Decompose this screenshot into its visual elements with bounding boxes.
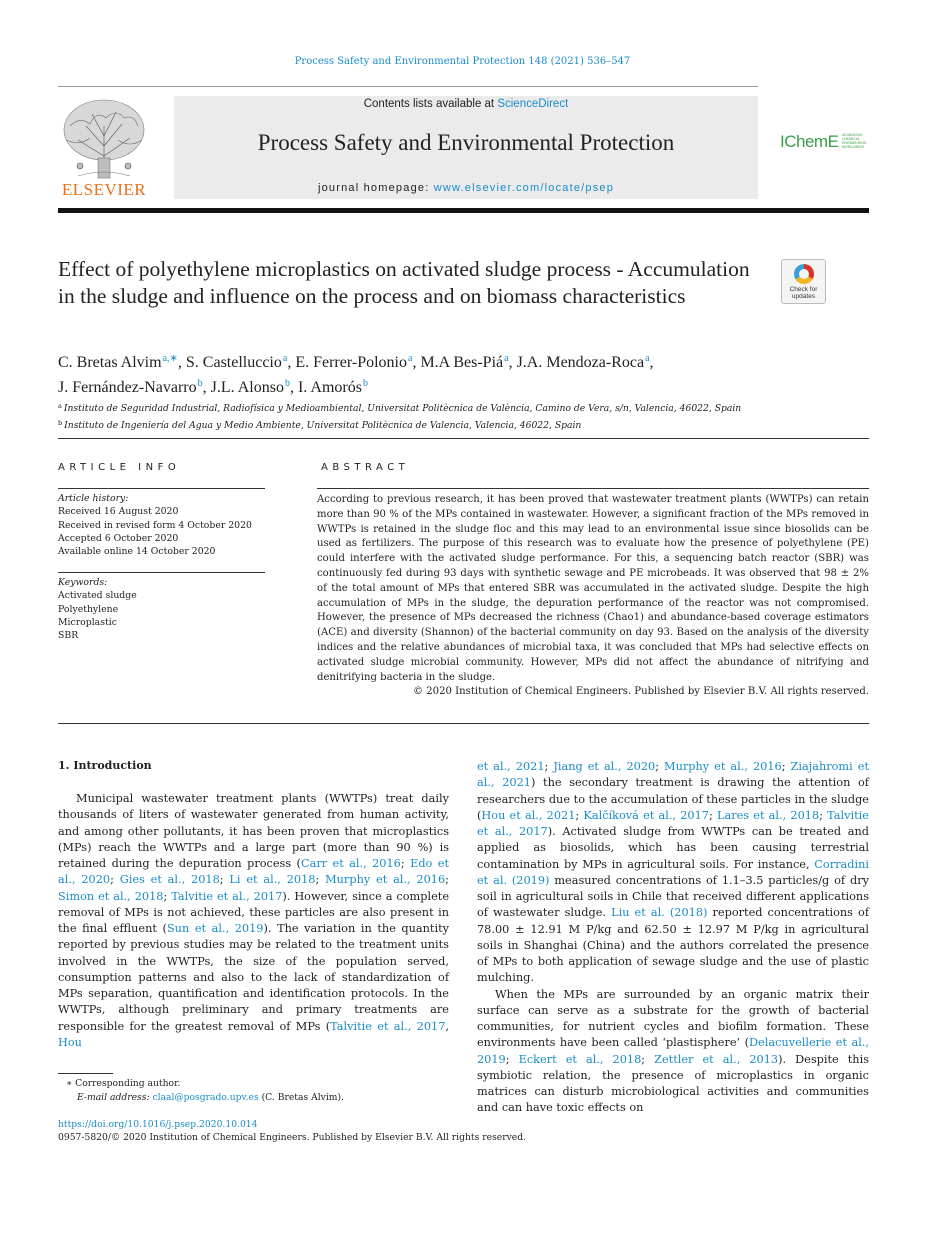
homepage-prefix: journal homepage:: [317, 182, 434, 194]
citation-link[interactable]: Hou: [58, 1035, 82, 1049]
intro-paragraph: Municipal wastewater treatment plants (WWTPs) treat daily thousands of liters of wastewater generated from human activity, and among other pollutants, it has been proven that microplastics (MPs) reach the WWTPs and a large part (more than 90 %) is retained during the depuration process (Carr et al., 2016; Edo et al., 2020; Gies et al., 2018; Li et al., 2018; Murphy et al., 2016; Simon et al., 2018; Talvitie et al., 2017). However, since a complete removal of MPs is not achieved, these particles are also present in the final effluent (Sun et al., 2019). The variation in the quantity reported by previous studies may be related to the treatment units involved in the WWTPs, the size of the population served, consumption patterns and also to the lack of standardization of MPs separation, quantification and identification protocols. In the WWTPs, although preliminary and primary treatments are responsible for the greatest removal of MPs (Talvitie et al., 2017, Hou: [58, 792, 449, 1049]
intro-paragraph-continued: et al., 2021; Jiang et al., 2020; Murphy et al., 2016; Ziajahromi et al., 2021) the secondary treatment is drawing the attention of researchers due to the accumulation of these particles in the sludge (Hou et al., 2021; Kalčíková et al., 2017; Lares et al., 2018; Talvitie et al., 2017). Activated sludge from WWTPs can be treated and applied as biosolids, which has been causing terrestrial contamination by MPs in agricultural soils. For instance, Corradini et al. (2019) measured concentrations of 1.1–3.5 particles/g of dry soil in agricultural soils in Chile that received different applications of wastewater sludge. Liu et al. (2018) reported concentrations of 78.00 ± 12.91 M P/kg and 62.50 ± 12.97 M P/kg in agricultural soils in Shanghai (China) and the authors correlated the presence of MPs to both application of sewage sludge and the use of plastic mulching.: [477, 760, 870, 985]
citation-link[interactable]: Sun et al., 2019: [166, 922, 264, 935]
keyword: SBR: [58, 630, 79, 642]
keywords-rule: [58, 572, 265, 573]
affiliation-marker[interactable]: a,∗: [162, 353, 178, 364]
author: J.L. Alonso$^b$,: [210, 378, 298, 396]
citation-link[interactable]: Li et al., 2018: [229, 873, 316, 887]
journal-banner: [174, 96, 758, 199]
keyword: Polyethylene: [58, 603, 119, 615]
author: M.A Bes-Piá$^a$,: [420, 353, 517, 371]
author: J. Fernández-Navarro$^b$,: [58, 378, 211, 396]
author-email-link[interactable]: claal@posgrado.upv.es: [152, 1091, 259, 1103]
sciencedirect-link[interactable]: ScienceDirect: [497, 98, 569, 110]
crossmark-label-line1: Check for: [789, 286, 818, 293]
keywords: [58, 576, 265, 642]
citation-link[interactable]: et al., 2021: [477, 760, 545, 773]
intro-paragraph: When the MPs are surrounded by an organic matrix their surface can serve as a substrate for the growth of bacterial communities, for nutrient cycles and biofilm formation. These environments have been called ‘plastisphere’ (Delacuvellerie et al., 2019; Eckert et al., 2018; Zettler et al., 2013). Despite this symbiotic relation, the presence of microplastics in organic matrices can disturb microbiological activities and communities and can have toxic effects on: [477, 987, 870, 1115]
author: S. Castelluccio$^a$,: [185, 353, 296, 371]
keyword: Microplastic: [58, 616, 117, 628]
affiliation-marker[interactable]: b: [284, 378, 290, 389]
history-online: Available online 14 October 2020: [58, 546, 216, 558]
citation-link[interactable]: Eckert et al., 2018: [518, 1052, 642, 1066]
author: E. Ferrer-Polonio$^a$,: [295, 353, 421, 371]
affiliations: [58, 399, 869, 433]
history-revised: Received in revised form 4 October 2020: [58, 519, 252, 531]
keyword: Activated sludge: [58, 590, 137, 602]
citation-link[interactable]: Hou et al., 2021: [481, 808, 576, 822]
icheme-wordmark: IChemE: [780, 132, 839, 151]
crossmark-label-line2: updates: [791, 293, 816, 300]
author: C. Bretas Alvim$^{a,∗}$,: [58, 353, 186, 371]
keywords-label: Keywords:: [58, 577, 108, 588]
elsevier-wordmark: ELSEVIER: [61, 180, 147, 199]
issn-copyright-line: 0957-5820/© 2020 Institution of Chemical Engineers. Published by Elsevier B.V. All rights reserved.: [58, 1132, 527, 1143]
journal-homepage-link[interactable]: www.elsevier.com/locate/psep: [433, 182, 615, 194]
citation-link[interactable]: Talvitie et al., 2017: [330, 1019, 446, 1033]
intro-right-column: [477, 759, 869, 1117]
citation-link[interactable]: Talvitie et al., 2017: [477, 808, 869, 838]
citation-link[interactable]: Jiang et al., 2020: [553, 760, 656, 773]
crossmark-icon: [794, 264, 814, 284]
introduction-heading: 1. Introduction: [58, 759, 152, 772]
affiliation-marker[interactable]: a: [282, 353, 288, 364]
citation-link[interactable]: Ziajahromi et al., 2021: [477, 760, 869, 790]
affiliation-marker[interactable]: a: [407, 353, 413, 364]
contents-prefix: Contents lists available at: [363, 98, 498, 110]
citation-link[interactable]: Murphy et al., 2016: [325, 873, 446, 887]
divider-after-abstract: [58, 723, 869, 724]
divider-after-affiliations: [58, 438, 869, 439]
icheme-logo: [780, 132, 870, 154]
affiliation-a: $^a$ Instituto de Seguridad Industrial, Radiofísica y Medioambiental, Universitat Politècnica de València, Camino de Vera, s/n, Valencia, 46022, Spain: [58, 402, 742, 414]
citation-link[interactable]: Liu et al. (2018): [611, 906, 708, 920]
author: I. Amorós$^b$: [297, 378, 368, 396]
article-info-rule: [58, 488, 265, 489]
abstract-heading: ABSTRACT: [321, 462, 410, 473]
contents-line: [174, 98, 758, 110]
article-info-heading: ARTICLE INFO: [58, 462, 181, 473]
history-accepted: Accepted 6 October 2020: [58, 532, 179, 544]
affiliation-marker[interactable]: a: [504, 353, 509, 364]
header-top-rule: [58, 86, 758, 87]
corresponding-author-footnote: [58, 1077, 458, 1104]
citation-link[interactable]: Delacuvellerie et al., 2019: [477, 1036, 870, 1066]
article-history: [58, 492, 265, 558]
journal-reference-link[interactable]: Process Safety and Environmental Protection 148 (2021) 536–547: [294, 56, 631, 67]
corresponding-author-label: ∗ Corresponding author.: [66, 1078, 181, 1089]
citation-link[interactable]: Kalčíková et al., 2017: [583, 808, 709, 822]
crossmark-label: [782, 286, 825, 300]
intro-left-column: [58, 791, 449, 1051]
author-list: [58, 348, 818, 398]
article-history-label: Article history:: [58, 493, 129, 504]
icheme-tagline: ADVANCING CHEMICAL ENGINEERING WORLDWIDE: [842, 133, 867, 149]
citation-link[interactable]: Talvitie et al., 2017: [171, 889, 283, 903]
citation-link[interactable]: Carr et al., 2016: [300, 857, 401, 870]
article-title: Effect of polyethylene microplastics on activated sludge process - Accumulation in the sludge and influence on the process and on biomass characteristics: [58, 257, 750, 308]
affiliation-marker[interactable]: b: [197, 378, 203, 389]
header-thick-rule: [58, 208, 869, 213]
author: J.A. Mendoza-Roca$^a$,: [516, 353, 654, 371]
citation-link[interactable]: Lares et al., 2018: [716, 808, 820, 822]
citation-link[interactable]: Gies et al., 2018: [119, 873, 220, 887]
affiliation-marker[interactable]: a: [645, 353, 650, 364]
doi-link[interactable]: https://doi.org/10.1016/j.psep.2020.10.014: [58, 1119, 258, 1130]
check-for-updates-badge[interactable]: [781, 259, 826, 304]
abstract-copyright: © 2020 Institution of Chemical Engineers. Published by Elsevier B.V. All rights reserved.: [412, 686, 869, 697]
citation-link[interactable]: Zettler et al., 2013: [654, 1052, 779, 1066]
journal-homepage-line: [174, 182, 758, 194]
journal-title: Process Safety and Environmental Protection: [257, 130, 675, 155]
abstract-rule: [317, 488, 869, 489]
citation-link[interactable]: Simon et al., 2018: [58, 889, 164, 903]
abstract-text: According to previous research, it has been proved that wastewater treatment plants (WWTPs) can retain more than 90 % of the MPs contained in wastewater. However, a significant fraction of the MPs removed in WWTPs is retained in the sludge floc and this may lead to an environmental issue since biosolids can be used as fertilizers. The purpose of this research was to evaluate how the presence of polyethylene (PE) could interfere with the activated sludge performance. For this, a sequencing batch reactor (SBR) was continuously fed during 93 days with synthetic sewage and PE microbeads. It was observed that 98 ± 2% of the total amount of MPs that entered SBR was accumulated in the activated sludge. Despite the high accumulation of MPs in the sludge, the depuration performance of the reactor was not compromised. However, the presence of MPs decreased the richness (Chao1) and abundance-based coverage estimators (ACE) and diversity (Shannon) of the bacterial community on day 93. Based on the analysis of the diversity indices and the relative abundances of microbial taxa, it was concluded that MPs had selective effects on activated sludge microbial community. However, MPs did not affect the abundance of nitrifying and denitrifying bacteria in the sludge.: [317, 494, 869, 683]
affiliation-b: $^b$ Instituto de Ingeniería del Agua y Medio Ambiente, Universitat Politècnica de Valencia, Valencia, 46022, Spain: [58, 419, 582, 431]
affiliation-marker[interactable]: b: [362, 378, 368, 389]
citation-link[interactable]: Edo et al., 2020: [58, 857, 449, 887]
citation-link[interactable]: Murphy et al., 2016: [664, 760, 782, 773]
history-received: Received 16 August 2020: [58, 506, 179, 518]
email-line: E-mail address: claal@posgrado.upv.es (C. Bretas Alvim).: [77, 1091, 345, 1103]
citation-link[interactable]: Corradini et al. (2019): [477, 857, 869, 887]
footnote-rule: [58, 1073, 113, 1074]
